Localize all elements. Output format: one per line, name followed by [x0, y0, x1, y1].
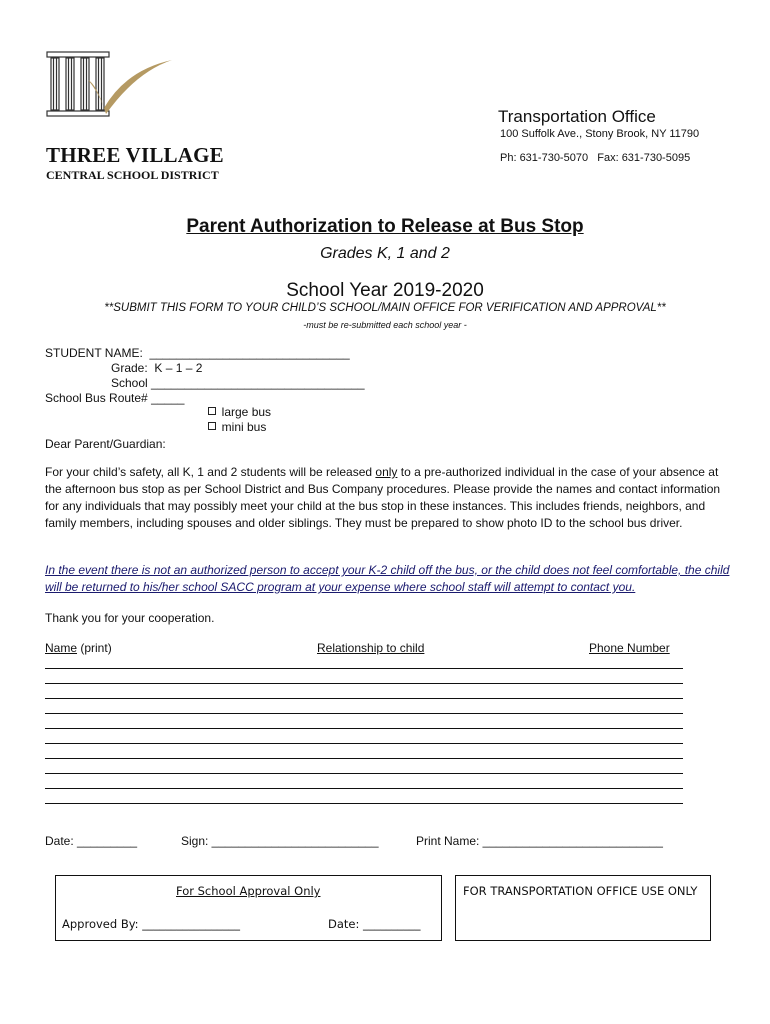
salutation: Dear Parent/Guardian: [45, 437, 166, 451]
student-name-field[interactable]: STUDENT NAME: ______________________________ [45, 346, 350, 360]
grade-field[interactable]: Grade: K – 1 – 2 [111, 361, 203, 375]
transportation-office-box [455, 875, 711, 941]
office-address: 100 Suffolk Ave., Stony Brook, NY 11790 [500, 128, 700, 140]
district-subtitle: CENTRAL SCHOOL DISTRICT [46, 168, 219, 182]
para-text-post: to a pre-authorized individual in the case of your absence at the afternoon bus stop as per School District and Bus Company procedures. Please provide the names and contact information for any individuals that may possibly meet your child at the bus stop in these instances. This includes friends, neighbors, and family members, including spouses and older siblings. They must be prepared to show photo ID to the school bus driver. [45, 465, 721, 530]
bus-route-field[interactable]: School Bus Route# _____ [45, 391, 185, 405]
mini-bus-label: mini bus [221, 420, 267, 434]
office-phone: Ph: 631-730-5070 Fax: 631-730-5095 [500, 152, 691, 164]
form-grades: Grades K, 1 and 2 [320, 245, 450, 262]
entry-line-4[interactable] [45, 713, 683, 714]
col-name-label: Name [45, 641, 78, 655]
warning-text: In the event there is not an authorized person to accept your K-2 child off the bus, or the child does not feel comfortable, the child will be returned to his/her school SACC program at your expense where school staff will attempt to contact you. [45, 563, 730, 594]
resubmit-note: -must be re-submitted each school year - [303, 320, 467, 330]
para-text-pre: For your child’s safety, all K, 1 and 2 students will be released [45, 465, 376, 479]
entry-line-5[interactable] [45, 728, 683, 729]
entry-line-2[interactable] [45, 683, 683, 684]
letter-paragraph [45, 464, 725, 532]
three-village-column-check-logo-icon [44, 50, 174, 118]
sign-field[interactable]: Sign: _________________________ [181, 834, 379, 848]
school-field[interactable]: School ________________________________ [111, 376, 365, 390]
school-year: School Year 2019-2020 [286, 280, 484, 301]
col-phone-header: Phone Number [589, 641, 670, 655]
entry-line-6[interactable] [45, 743, 683, 744]
date-field[interactable]: Date: _________ [45, 834, 138, 848]
mini-bus-checkbox[interactable] [208, 422, 216, 430]
school-approval-box [55, 875, 442, 941]
col-name-header [45, 641, 112, 655]
print-name-field[interactable]: Print Name: ___________________________ [416, 834, 663, 848]
school-box-date-field[interactable]: Date: __________ [328, 917, 421, 931]
large-bus-label: large bus [221, 405, 272, 419]
entry-line-8[interactable] [45, 773, 683, 774]
submit-note: **SUBMIT THIS FORM TO YOUR CHILD’S SCHOOL/MAIN OFFICE FOR VERIFICATION AND APPROVAL** [104, 302, 666, 314]
transport-box-title: FOR TRANSPORTATION OFFICE USE ONLY [463, 884, 698, 898]
entry-line-10[interactable] [45, 803, 683, 804]
entry-line-7[interactable] [45, 758, 683, 759]
entry-line-9[interactable] [45, 788, 683, 789]
district-name: THREE VILLAGE [46, 143, 224, 167]
thanks-text: Thank you for your cooperation. [45, 611, 215, 625]
school-box-title: For School Approval Only [176, 884, 321, 898]
para-text-only: only [375, 465, 398, 479]
entry-line-3[interactable] [45, 698, 683, 699]
form-title: Parent Authorization to Release at Bus Stop [186, 216, 584, 237]
col-relationship-header: Relationship to child [317, 641, 425, 655]
mini-bus-option[interactable] [201, 406, 266, 434]
approved-by-field[interactable]: Approved By: _________________ [62, 917, 240, 931]
entry-line-1[interactable] [45, 668, 683, 669]
col-name-suffix: (print) [77, 641, 112, 655]
office-title: Transportation Office [498, 107, 656, 126]
